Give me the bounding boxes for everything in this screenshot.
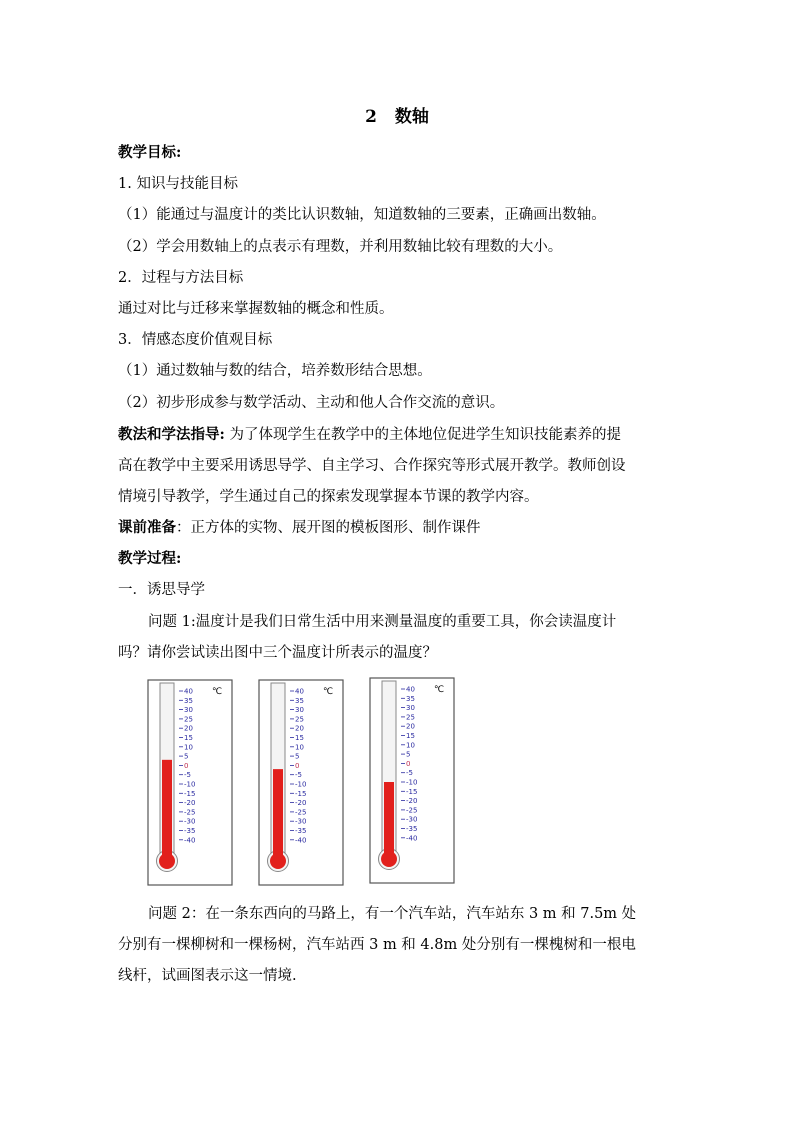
scale-label: 15 [184,734,193,742]
scale-label: -15 [406,787,418,796]
scale-label: 25 [295,715,304,724]
scale-label: -35 [406,825,418,833]
scale-label: 5 [184,752,189,761]
method-paragraph-line-1 [118,425,621,445]
scale-label: -10 [184,780,196,789]
prep-text: ：正方体的实物、展开图的模板图形、制作课件 [176,520,481,536]
scale-label: 5 [406,750,411,759]
scale-label: -5 [184,771,191,780]
scale-label: -5 [295,771,302,780]
scale-label: -5 [406,769,413,778]
scale-label: 10 [295,743,304,752]
scale-label: 20 [406,722,415,731]
scale-label: 0 [184,761,189,770]
section-induce-guide: 一．诱思导学 [118,582,205,598]
mercury-column [273,769,283,861]
objectives-heading: 教学目标: [118,144,182,161]
question-2-line-1: 问题 2：在一条东西向的马路上，有一个汽车站，汽车站东 3 m 和 7.5m 处 [148,906,637,922]
scale-label: 10 [406,741,415,750]
unit-label: ℃ [323,687,334,697]
scale-label: -10 [406,778,418,787]
mercury-bulb [381,851,397,867]
objective-knowledge: 1. 知识与技能目标 [118,176,238,192]
scale-label: 40 [184,687,193,696]
objective-attitude: 3．情感态度价值观目标 [118,332,273,348]
mercury-bulb [270,853,286,869]
question-1-line-1: 问题 1:温度计是我们日常生活中用来测量温度的重要工具，你会读温度计 [148,614,617,630]
scale-label: 15 [295,734,304,742]
scale-label: -25 [184,808,196,817]
method-text-3: 情境引导教学，学生通过自己的探索发现掌握本节课的教学内容。 [118,489,539,505]
mercury-column [162,760,172,861]
objective-attitude-1: （1）通过数轴与数的结合，培养数形结合思想。 [118,363,432,379]
scale-label: 0 [406,759,411,768]
lesson-title [0,106,794,128]
scale-label: 15 [406,732,415,740]
scale-label: -25 [295,808,307,817]
objective-knowledge-2: （2）学会用数轴上的点表示有理数，并利用数轴比较有理数的大小。 [118,239,563,255]
question-2-line-2: 分别有一棵柳树和一棵杨树，汽车站西 3 m 和 4.8m 处分别有一棵槐树和一根电 [118,937,636,953]
unit-label: ℃ [434,685,445,695]
scale-label: 35 [406,694,415,703]
scale-label: 35 [295,696,304,705]
prep-label: 课前准备 [118,519,176,536]
scale-label: 40 [406,685,415,694]
objective-process-1: 通过对比与迁移来掌握数轴的概念和性质。 [118,301,394,317]
objective-attitude-2: （2）初步形成参与数学活动、主动和他人合作交流的意识。 [118,395,505,411]
method-text-1: 为了体现学生在教学中的主体地位促进学生知识技能素养的提 [224,427,621,443]
scale-label: 30 [406,704,415,713]
mercury-column [384,782,394,859]
scale-label: 30 [184,706,193,715]
question-2-line-3: 线杆，试画图表示这一情境. [118,968,297,984]
scale-label: -35 [184,827,196,835]
scale-label: -30 [406,815,418,824]
scale-label: -20 [184,799,196,808]
scale-label: -20 [295,799,307,808]
scale-label: -30 [184,817,196,826]
method-label: 教法和学法指导: [118,426,225,443]
scale-label: -30 [295,817,307,826]
mercury-bulb [159,853,175,869]
scale-label: -10 [295,780,307,789]
scale-label: -40 [406,834,418,843]
scale-label: -40 [184,836,196,845]
scale-label: -35 [295,827,307,835]
objective-process: 2．过程与方法目标 [118,270,244,286]
prep-line [118,518,481,538]
scale-label: 35 [184,696,193,705]
lesson-title-text: 数轴 [394,107,429,127]
scale-label: 25 [184,715,193,724]
thermometer-graphic [368,675,550,885]
scale-label: 0 [295,761,300,770]
thermometer-3 [368,675,550,885]
scale-label: 5 [295,752,300,761]
question-1-line-2: 吗？请你尝试读出图中三个温度计所表示的温度？ [118,645,437,661]
unit-label: ℃ [212,687,223,697]
process-heading: 教学过程: [118,550,182,567]
scale-label: -15 [295,789,307,798]
scale-label: 25 [406,713,415,722]
method-text-2: 高在教学中主要采用诱思导学、自主学习、合作探究等形式展开教学。教师创设 [118,458,626,474]
scale-label: 10 [184,743,193,752]
scale-label: 20 [184,724,193,733]
scale-label: -20 [406,797,418,806]
scale-label: 20 [295,724,304,733]
lesson-number: 2 [365,107,377,127]
scale-label: 30 [295,706,304,715]
scale-label: -40 [295,836,307,845]
scale-label: -25 [406,806,418,815]
objective-knowledge-1: （1）能通过与温度计的类比认识数轴，知道数轴的三要素，正确画出数轴。 [118,207,606,223]
scale-label: 40 [295,687,304,696]
scale-label: -15 [184,789,196,798]
